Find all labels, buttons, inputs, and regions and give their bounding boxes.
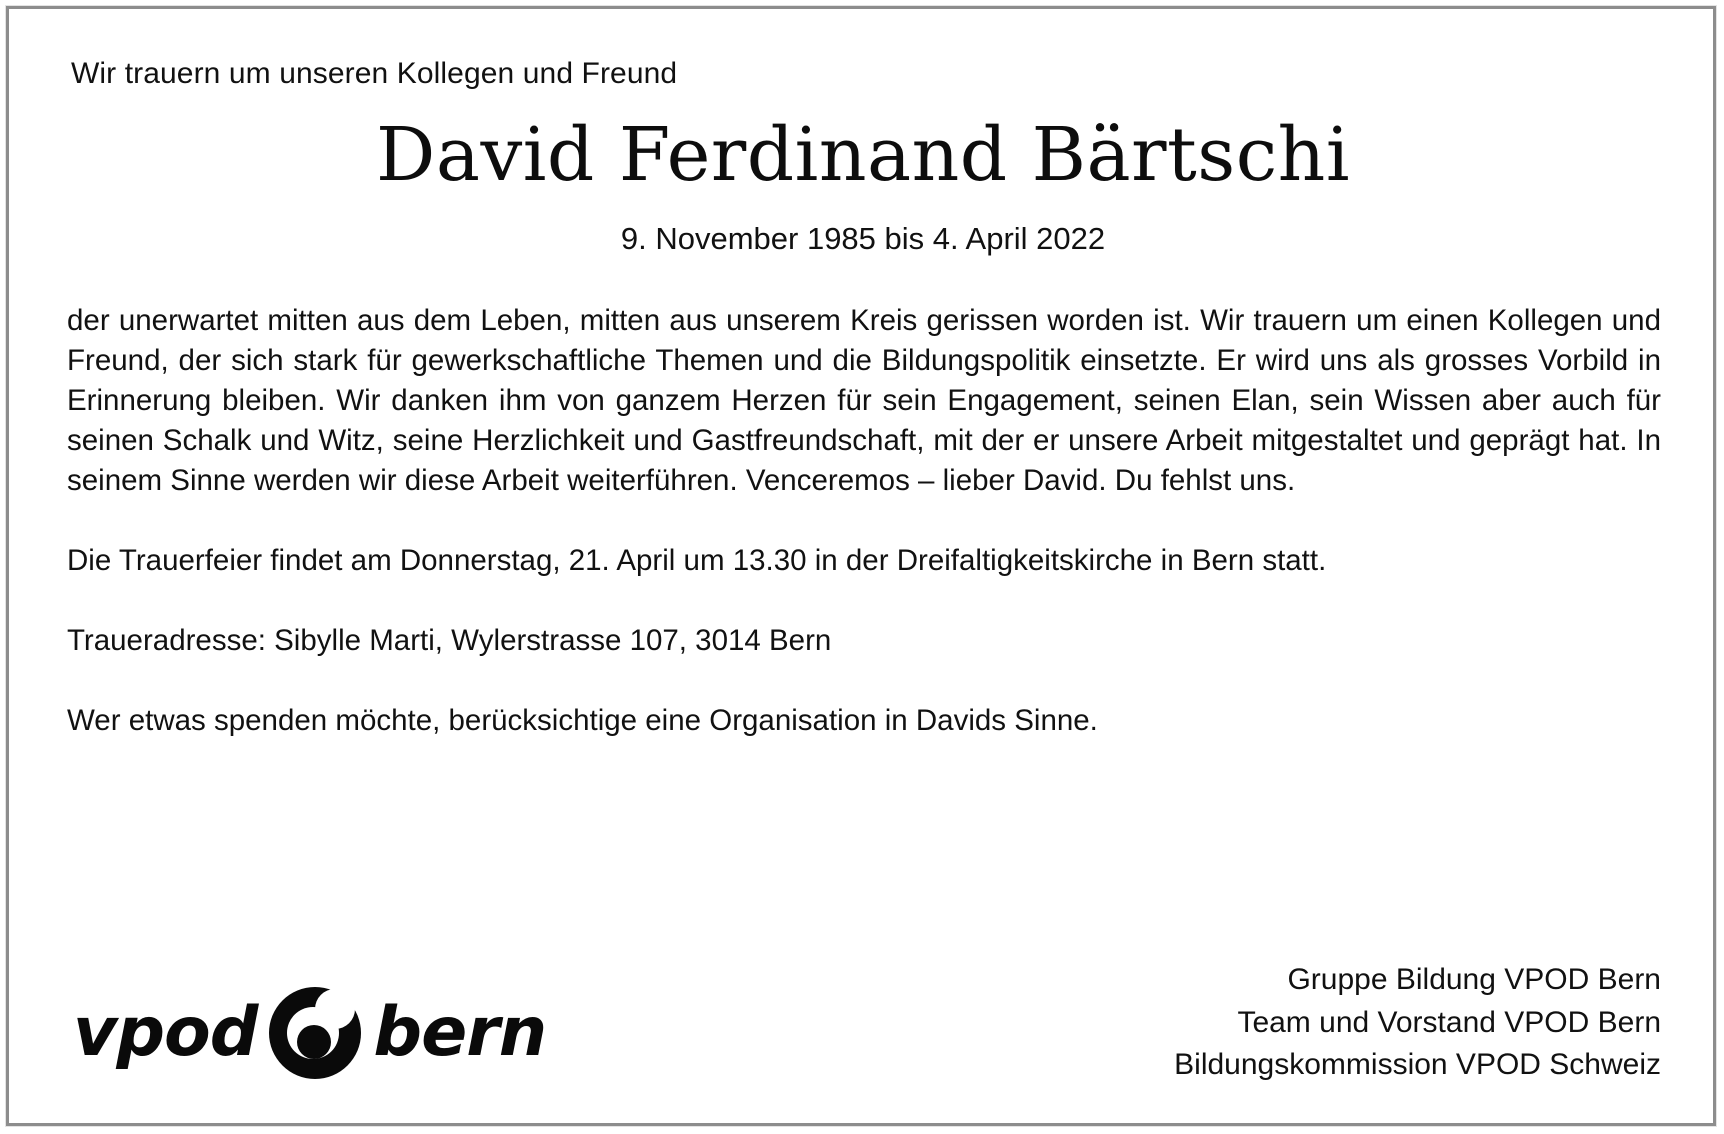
paragraph-main: der unerwartet mitten aus dem Leben, mitten aus unserem Kreis gerissen worden ist. Wir trauern um einen Kollegen und Freund, der sich stark für gewerkschaftliche Themen und die Bildungspolitik einsetzte. Er wird uns als grosses Vorbild in Erinnerung bleiben. Wir danken ihm von ganzem Herzen für sein Engagement, seinen Elan, sein Wissen aber auch für seinen Schalk und Witz, seine Herzlichkeit und Gastfreundschaft, mit der er unsere Arbeit mitgestaltet und geprägt hat. In seinem Sinne werden wir diese Arbeit weiterführen. Venceremos – lieber David. Du fehlst uns. <box>67 303 1661 498</box>
signatories <box>1174 959 1661 1087</box>
paragraph-ceremony: Die Trauerfeier findet am Donnerstag, 21. April um 13.30 in der Dreifaltigkeitskirche in Bern statt. <box>67 544 1327 578</box>
body-text <box>65 301 1661 742</box>
intro-line: Wir trauern um unseren Kollegen und Freund <box>71 57 678 90</box>
notice-footer <box>65 959 1661 1087</box>
signatory-line: Gruppe Bildung VPOD Bern <box>1287 963 1661 997</box>
signatory-line: Team und Vorstand VPOD Bern <box>1237 1005 1661 1039</box>
life-dates: 9. November 1985 bis 4. April 2022 <box>620 220 1106 256</box>
vpod-circle-mark-icon <box>267 985 363 1081</box>
logo-word-bern: bern <box>373 993 547 1072</box>
vpod-bern-logo <box>73 985 546 1081</box>
paragraph-address: Traueradresse: Sibylle Marti, Wylerstrasse 107, 3014 Bern <box>67 624 832 658</box>
signatory-line: Bildungskommission VPOD Schweiz <box>1174 1048 1661 1082</box>
logo-word-vpod: vpod <box>73 993 258 1072</box>
deceased-name: David Ferdinand Bärtschi <box>376 112 1350 198</box>
paragraph-donations: Wer etwas spenden möchte, berücksichtige eine Organisation in Davids Sinne. <box>67 704 1098 738</box>
obituary-notice <box>6 6 1716 1126</box>
